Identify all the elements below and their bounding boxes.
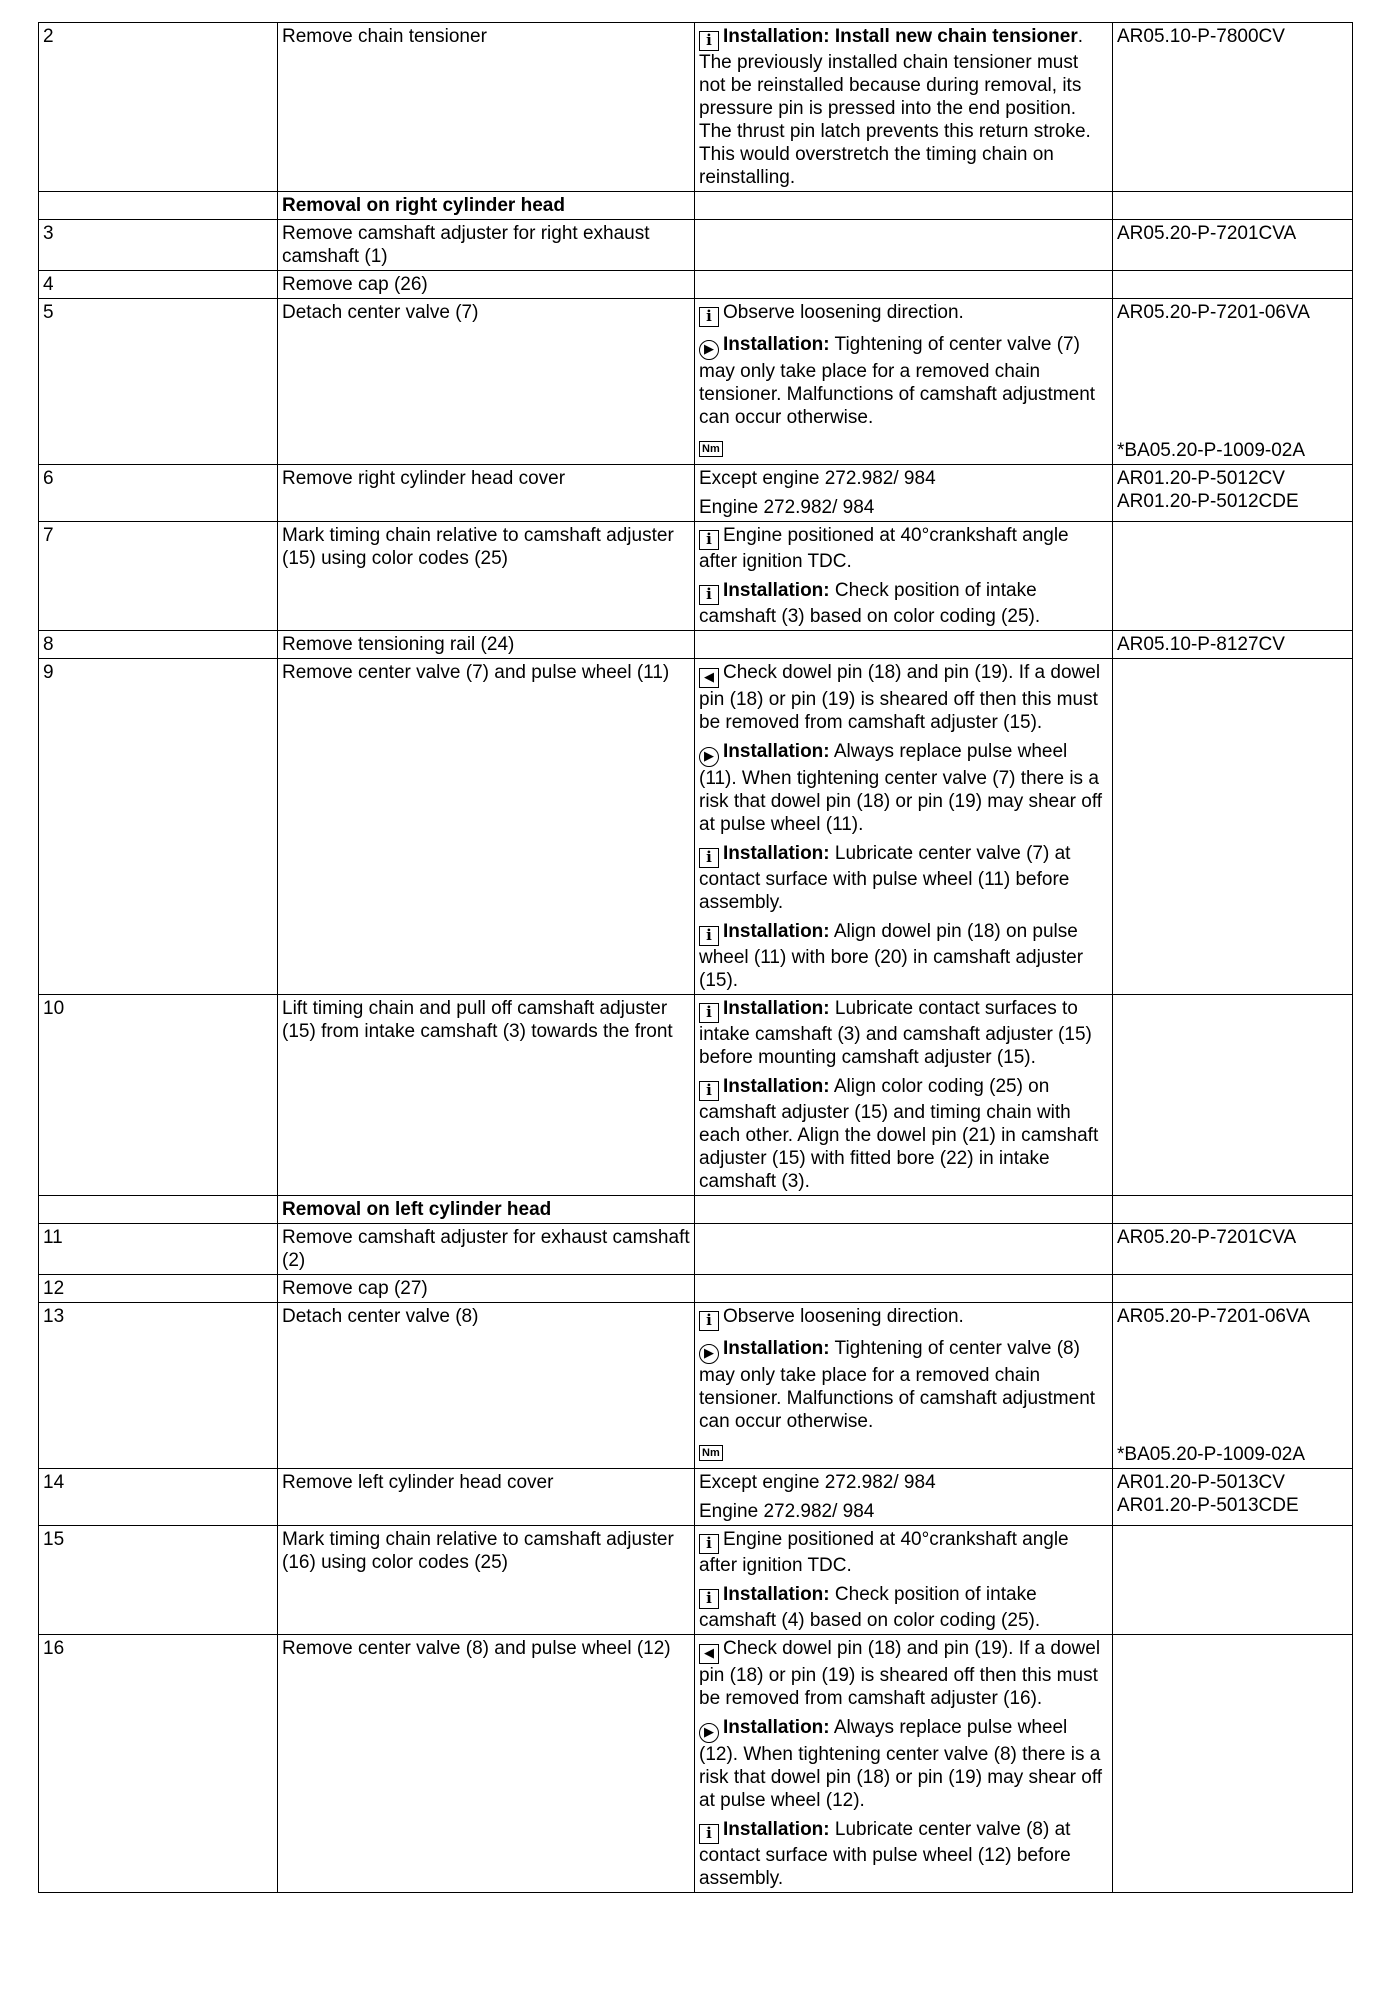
procedure-table: [38, 22, 1353, 1893]
note: [699, 1305, 1108, 1331]
operation-text: Remove right cylinder head cover: [278, 465, 695, 522]
notes-cell: [695, 271, 1113, 299]
note-label: Installation:: [723, 921, 830, 942]
info-icon: i: [699, 1081, 719, 1101]
step-number: 16: [39, 1635, 278, 1893]
reference-code: AR01.20-P-5012CV: [1117, 468, 1285, 489]
notes-cell: [695, 1526, 1113, 1635]
info-icon: i: [699, 530, 719, 550]
operation-text: Remove left cylinder head cover: [278, 1469, 695, 1526]
reference-cell: [1113, 1526, 1353, 1635]
note-text: Engine positioned at 40°crankshaft angle after ignition TDC.: [699, 1529, 1069, 1576]
step-number: 4: [39, 271, 278, 299]
note: [699, 842, 1108, 914]
step-number: 7: [39, 522, 278, 631]
note-text: Observe loosening direction.: [723, 1306, 964, 1327]
note: [699, 1337, 1108, 1433]
note-text: Check position of intake camshaft (4) based on color coding (25).: [699, 1584, 1041, 1631]
table-row: [39, 995, 1353, 1196]
reference-code: AR05.20-P-7201-06VA: [1117, 1306, 1310, 1327]
reference-cell: [1113, 1303, 1353, 1469]
note-label: Installation:: [723, 1338, 830, 1359]
check-icon: ◀: [699, 668, 719, 688]
note: [699, 1075, 1108, 1193]
notes-cell: [695, 631, 1113, 659]
table-row: [39, 1224, 1353, 1275]
empty-cell: [695, 192, 1113, 220]
note: [699, 1500, 1108, 1523]
torque-icon: ▶: [699, 1344, 719, 1364]
info-icon: i: [699, 1534, 719, 1554]
step-number: 3: [39, 220, 278, 271]
reference-code: AR05.10-P-8127CV: [1117, 634, 1285, 655]
table-row: [39, 465, 1353, 522]
note: [699, 920, 1108, 992]
step-number: 14: [39, 1469, 278, 1526]
section-heading: Removal on right cylinder head: [278, 192, 695, 220]
operation-text: Remove tensioning rail (24): [278, 631, 695, 659]
note-label: Installation:: [723, 580, 830, 601]
table-row: [39, 1635, 1353, 1893]
table-row: [39, 1275, 1353, 1303]
note: [699, 1716, 1108, 1812]
table-row: [39, 659, 1353, 995]
section-heading: Removal on left cylinder head: [278, 1196, 695, 1224]
note: [699, 579, 1108, 628]
reference-cell: [1113, 659, 1353, 995]
operation-text: Mark timing chain relative to camshaft adjuster (16) using color codes (25): [278, 1526, 695, 1635]
table-row: [39, 299, 1353, 465]
info-icon: i: [699, 1003, 719, 1023]
reference-code: AR05.20-P-7201CVA: [1117, 1227, 1297, 1248]
note: [699, 661, 1108, 734]
note: [699, 1528, 1108, 1577]
empty-cell: [695, 1196, 1113, 1224]
reference-cell: [1113, 271, 1353, 299]
info-icon: i: [699, 1311, 719, 1331]
operation-text: Remove chain tensioner: [278, 23, 695, 192]
note-text: Check dowel pin (18) and pin (19). If a dowel pin (18) or pin (19) is sheared off then this must be removed from camshaft adjuster (16).: [699, 1638, 1101, 1709]
note: [699, 1439, 1108, 1462]
step-number: 15: [39, 1526, 278, 1635]
note: [699, 1637, 1108, 1710]
notes-cell: [695, 659, 1113, 995]
info-icon: i: [699, 848, 719, 868]
note-text: Always replace pulse wheel (11). When tightening center valve (7) there is a risk that dowel pin (18) or pin (19) may shear off at pulse wheel (11).: [699, 741, 1103, 835]
step-number: 8: [39, 631, 278, 659]
reference-code: *BA05.20-P-1009-02A: [1117, 440, 1306, 461]
note: [699, 1818, 1108, 1890]
operation-text: Remove cap (26): [278, 271, 695, 299]
note-text: Tightening of center valve (8) may only take place for a removed chain tensioner. Malfunctions of camshaft adjustment can occur otherwise.: [699, 1338, 1096, 1432]
note-text: Align dowel pin (18) on pulse wheel (11) with bore (20) in camshaft adjuster (15).: [699, 921, 1084, 991]
note-text: Always replace pulse wheel (12). When tightening center valve (8) there is a risk that dowel pin (18) or pin (19) may shear off at pulse wheel (12).: [699, 1717, 1103, 1811]
step-number: 2: [39, 23, 278, 192]
note: [699, 997, 1108, 1069]
note: [699, 333, 1108, 429]
note-label: Installation: Install new chain tensioner: [723, 26, 1078, 47]
operation-text: Remove center valve (8) and pulse wheel (12): [278, 1635, 695, 1893]
notes-cell: [695, 1224, 1113, 1275]
note-label: Installation:: [723, 334, 830, 355]
notes-cell: [695, 220, 1113, 271]
step-number: 6: [39, 465, 278, 522]
step-number: 5: [39, 299, 278, 465]
note: [699, 1471, 1108, 1494]
note-text: Engine 272.982/ 984: [699, 497, 875, 518]
notes-cell: [695, 1469, 1113, 1526]
notes-cell: [695, 465, 1113, 522]
note-text: Lubricate center valve (7) at contact surface with pulse wheel (11) before assembly.: [699, 843, 1071, 913]
section-row: [39, 1196, 1353, 1224]
operation-text: Remove center valve (7) and pulse wheel (11): [278, 659, 695, 995]
reference-code: AR05.20-P-7201-06VA: [1117, 302, 1310, 323]
step-number: 12: [39, 1275, 278, 1303]
torque-icon: ▶: [699, 340, 719, 360]
note-text: Engine positioned at 40°crankshaft angle after ignition TDC.: [699, 525, 1069, 572]
reference-code: AR01.20-P-5013CDE: [1117, 1495, 1299, 1516]
procedure-table-body: [39, 23, 1353, 1893]
table-row: [39, 522, 1353, 631]
notes-cell: [695, 1635, 1113, 1893]
note-label: Installation:: [723, 741, 830, 762]
torque-icon: ▶: [699, 1723, 719, 1743]
step-number: 10: [39, 995, 278, 1196]
note-label: Installation:: [723, 843, 830, 864]
note: [699, 435, 1108, 458]
nm-icon: Nm: [699, 1445, 723, 1461]
note-text: Observe loosening direction.: [723, 302, 964, 323]
operation-text: Remove cap (27): [278, 1275, 695, 1303]
reference-code: AR01.20-P-5012CDE: [1117, 491, 1299, 512]
operation-text: Mark timing chain relative to camshaft adjuster (15) using color codes (25): [278, 522, 695, 631]
note-text: Engine 272.982/ 984: [699, 1501, 875, 1522]
section-row: [39, 192, 1353, 220]
note: [699, 467, 1108, 490]
empty-cell: [1113, 192, 1353, 220]
note-label: Installation:: [723, 1076, 830, 1097]
note-text: . The previously installed chain tensioner must not be reinstalled because during removal, its pressure pin is pressed into the end position. The thrust pin latch prevents this return stroke. This would overstretch the timing chain on reinstalling.: [699, 26, 1091, 188]
operation-text: Detach center valve (7): [278, 299, 695, 465]
operation-text: Lift timing chain and pull off camshaft adjuster (15) from intake camshaft (3) towards the front: [278, 995, 695, 1196]
note-text: Check position of intake camshaft (3) based on color coding (25).: [699, 580, 1041, 627]
notes-cell: [695, 995, 1113, 1196]
note: [699, 524, 1108, 573]
info-icon: i: [699, 307, 719, 327]
note-text: Check dowel pin (18) and pin (19). If a dowel pin (18) or pin (19) is sheared off then this must be removed from camshaft adjuster (15).: [699, 662, 1101, 733]
note: [699, 1583, 1108, 1632]
notes-cell: [695, 1303, 1113, 1469]
reference-cell: [1113, 220, 1353, 271]
table-row: [39, 1469, 1353, 1526]
table-row: [39, 631, 1353, 659]
torque-icon: ▶: [699, 747, 719, 767]
note-text: Lubricate center valve (8) at contact surface with pulse wheel (12) before assembly.: [699, 1819, 1071, 1889]
table-row: [39, 23, 1353, 192]
reference-code: AR05.10-P-7800CV: [1117, 26, 1285, 47]
step-number: 9: [39, 659, 278, 995]
reference-code: AR01.20-P-5013CV: [1117, 1472, 1285, 1493]
info-icon: i: [699, 926, 719, 946]
reference-cell: [1113, 1275, 1353, 1303]
reference-code: *BA05.20-P-1009-02A: [1117, 1444, 1306, 1465]
table-row: [39, 220, 1353, 271]
reference-cell: [1113, 522, 1353, 631]
table-row: [39, 1526, 1353, 1635]
table-row: [39, 1303, 1353, 1469]
reference-cell: [1113, 1469, 1353, 1526]
notes-cell: [695, 23, 1113, 192]
reference-cell: [1113, 1224, 1353, 1275]
reference-cell: [1113, 631, 1353, 659]
info-icon: i: [699, 31, 719, 51]
note: [699, 740, 1108, 836]
info-icon: i: [699, 1824, 719, 1844]
step-number: 11: [39, 1224, 278, 1275]
nm-icon: Nm: [699, 441, 723, 457]
operation-text: Detach center valve (8): [278, 1303, 695, 1469]
reference-cell: [1113, 995, 1353, 1196]
reference-cell: [1113, 465, 1353, 522]
note-text: Tightening of center valve (7) may only take place for a removed chain tensioner. Malfunctions of camshaft adjustment can occur otherwise.: [699, 334, 1096, 428]
operation-text: Remove camshaft adjuster for right exhaust camshaft (1): [278, 220, 695, 271]
operation-text: Remove camshaft adjuster for exhaust camshaft (2): [278, 1224, 695, 1275]
step-number: 13: [39, 1303, 278, 1469]
empty-cell: [1113, 1196, 1353, 1224]
empty-cell: [39, 192, 278, 220]
notes-cell: [695, 299, 1113, 465]
note-text: Except engine 272.982/ 984: [699, 1472, 936, 1493]
notes-cell: [695, 1275, 1113, 1303]
note-text: Except engine 272.982/ 984: [699, 468, 936, 489]
notes-cell: [695, 522, 1113, 631]
note-label: Installation:: [723, 1584, 830, 1605]
table-row: [39, 271, 1353, 299]
note: [699, 25, 1108, 189]
info-icon: i: [699, 585, 719, 605]
check-icon: ◀: [699, 1644, 719, 1664]
note: [699, 301, 1108, 327]
note-label: Installation:: [723, 998, 830, 1019]
note-label: Installation:: [723, 1819, 830, 1840]
empty-cell: [39, 1196, 278, 1224]
note-text: Align color coding (25) on camshaft adjuster (15) and timing chain with each other. Align the dowel pin (21) in camshaft adjuster (15) with fitted bore (22) in intake camshaft (3).: [699, 1076, 1099, 1192]
reference-cell: [1113, 1635, 1353, 1893]
reference-code: AR05.20-P-7201CVA: [1117, 223, 1297, 244]
note: [699, 496, 1108, 519]
note-label: Installation:: [723, 1717, 830, 1738]
reference-cell: [1113, 299, 1353, 465]
reference-cell: [1113, 23, 1353, 192]
note-text: Lubricate contact surfaces to intake camshaft (3) and camshaft adjuster (15) before mounting camshaft adjuster (15).: [699, 998, 1092, 1068]
info-icon: i: [699, 1589, 719, 1609]
